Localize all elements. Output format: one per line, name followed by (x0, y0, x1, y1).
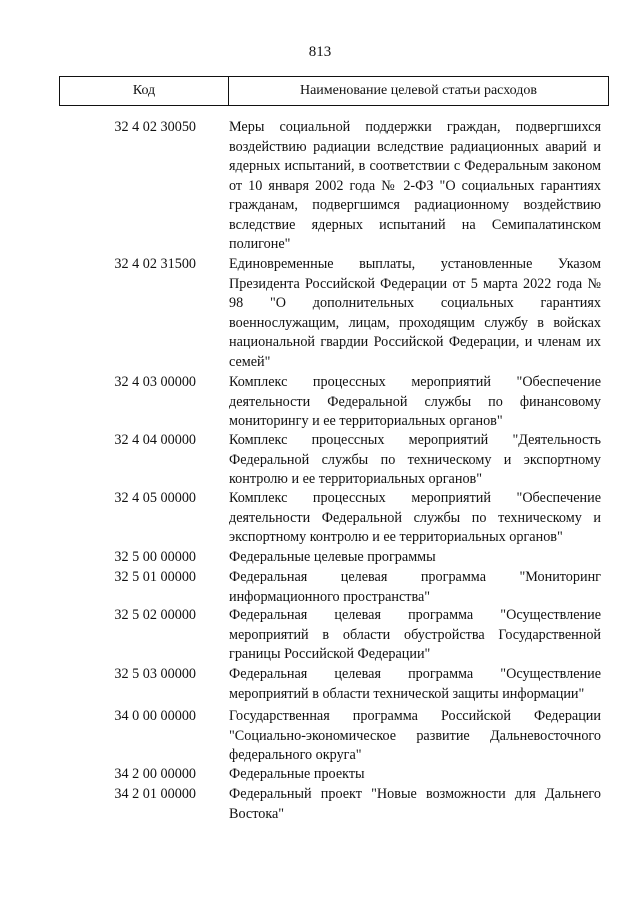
row-code: 34 2 01 00000 (114, 786, 196, 802)
table-header (59, 76, 609, 106)
row-name: Федеральные целевые программы (229, 549, 436, 565)
row-name: Меры социальной поддержки граждан, подвергшихся воздействию радиации вследствие радиационных аварий и ядерных испытаний, в соответствии с Федеральным законом от 10 января 2002 года № 2-ФЗ "О социальных гарантиях гражданам, подвергшимся радиационному воздействию вследствие ядерных испытаний на Семипалатинском полигоне" (229, 119, 601, 252)
row-name: Государственная программа Российской Федерации "Социально-экономическое развитие Дальневосточного федерального округа" (229, 708, 601, 763)
row-name: Федеральная целевая программа "Осуществление мероприятий в области обустройства Государственной границы Российской Федерации" (229, 607, 601, 662)
row-code: 32 4 04 00000 (114, 432, 196, 448)
row-code: 32 5 02 00000 (114, 607, 196, 623)
row-name: Комплекс процессных мероприятий "Деятельность Федеральной службы по техническому и экспортному контролю и ее территориальных органов" (229, 432, 601, 487)
row-code: 32 4 02 31500 (114, 256, 196, 272)
row-code: 34 0 00 00000 (114, 708, 196, 724)
row-name: Федеральная целевая программа "Мониторинг информационного пространства" (229, 569, 601, 605)
page-number: 813 (308, 44, 332, 60)
row-name: Федеральный проект "Новые возможности для Дальнего Востока" (229, 786, 601, 822)
row-name: Комплекс процессных мероприятий "Обеспечение деятельности Федеральной службы по техническому и экспортному контролю и ее территориальных органов" (229, 490, 601, 545)
row-name: Комплекс процессных мероприятий "Обеспечение деятельности Федеральной службы по финансовому мониторингу и ее территориальных органов" (229, 374, 601, 429)
row-code: 32 5 00 00000 (114, 549, 196, 565)
row-code: 32 5 03 00000 (114, 666, 196, 682)
row-code: 32 4 03 00000 (114, 374, 196, 390)
row-name: Федеральная целевая программа "Осуществление мероприятий в области технической защиты информации" (229, 666, 601, 702)
row-code: 32 4 05 00000 (114, 490, 196, 506)
row-code: 32 5 01 00000 (114, 569, 196, 585)
header-name: Наименование целевой статьи расходов (299, 83, 538, 98)
row-name: Федеральные проекты (229, 766, 365, 782)
row-name: Единовременные выплаты, установленные Указом Президента Российской Федерации от 5 марта 2022 года № 98 "О дополнительных социальных гарантиях военнослужащим, лицам, проходящим службу в войсках национальной гвардии Российской Федерации, и членам их семей" (229, 256, 601, 370)
header-code: Код (60, 77, 229, 105)
row-code: 32 4 02 30050 (114, 119, 196, 135)
row-code: 34 2 00 00000 (114, 766, 196, 782)
